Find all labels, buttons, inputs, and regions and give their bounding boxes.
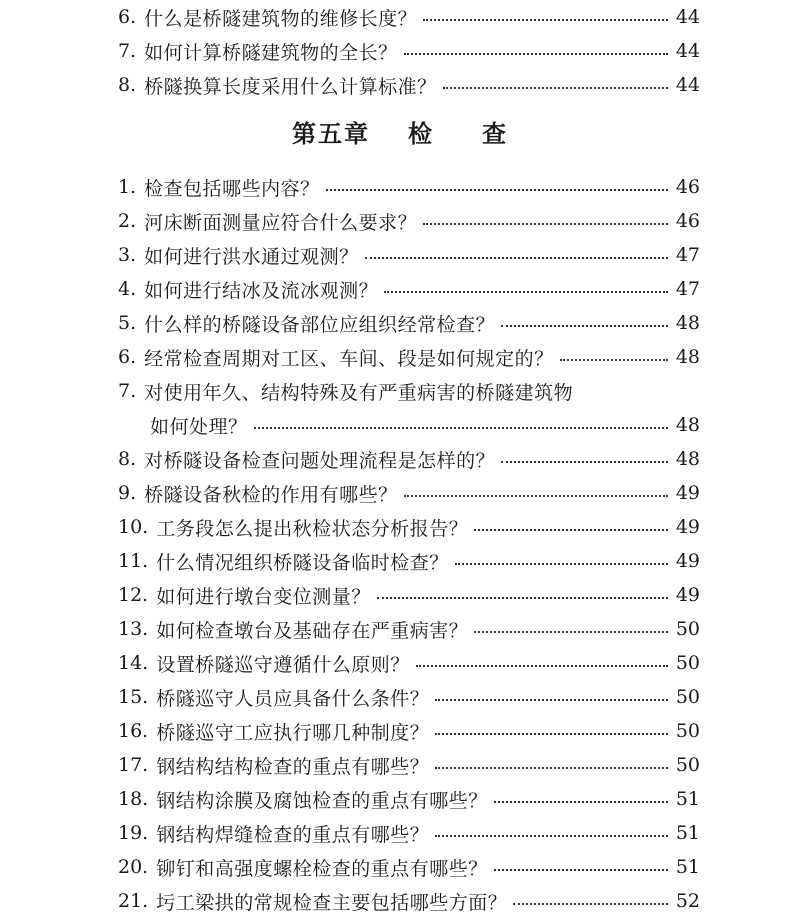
toc-entry-17[interactable] [118,748,700,782]
toc-entry-16[interactable] [118,714,700,748]
toc-entry-1[interactable] [118,170,700,204]
entry-title: 桥隧巡守人员应具备什么条件？ [156,687,430,710]
entry-page: 52 [675,890,700,912]
entry-title: 桥隧换算长度采用什么计算标准？ [144,75,437,98]
entry-page: 49 [675,550,700,572]
entry-title: 铆钉和高强度螺栓检查的重点有哪些？ [156,857,488,880]
dot-leader [513,903,668,905]
dot-leader [365,257,668,259]
entry-title: 检查包括哪些内容？ [144,177,320,200]
toc-entry-3[interactable] [118,238,700,272]
entry-title: 经常检查周期对工区、车间、段是如何规定的？ [144,347,554,370]
entry-title: 对桥隧设备检查问题处理流程是怎样的？ [144,449,496,472]
entry-title: 设置桥隧巡守遵循什么原则？ [156,653,410,676]
dot-leader [384,291,668,293]
entry-page: 50 [675,754,700,776]
toc-entry-4[interactable] [118,272,700,306]
entry-title: 什么样的桥隧设备部位应组织经常检查？ [144,313,496,336]
dot-leader [501,325,668,327]
entry-number: 13. [118,618,149,640]
entry-number: 3. [118,244,137,266]
entry-number: 5. [118,312,137,334]
dot-leader [560,359,668,361]
entry-number: 8. [118,74,137,96]
toc-entry-14[interactable] [118,646,700,680]
entry-number: 6. [118,346,137,368]
toc-entry-8[interactable] [118,442,700,476]
entry-page: 51 [675,822,700,844]
entry-page: 50 [675,720,700,742]
dot-leader [443,87,668,89]
chapter-heading [0,114,800,158]
chapter-title-part-b: 查 [482,120,508,148]
entry-number: 11. [118,550,149,572]
dot-leader [435,699,668,701]
entry-title: 什么是桥隧建筑物的维修长度？ [144,7,418,30]
toc-entry-21[interactable] [118,884,700,918]
entry-number: 16. [118,720,149,742]
toc-entry-2[interactable] [118,204,700,238]
entry-title: 圬工梁拱的常规检查主要包括哪些方面？ [156,891,508,914]
entry-title: 钢结构结构检查的重点有哪些？ [156,755,430,778]
chapter-title-part-a: 检 [408,120,434,148]
entry-page: 48 [675,414,700,436]
entry-number: 7. [118,40,137,62]
entry-title-continuation: 如何处理？ [150,415,248,438]
entry-number: 7. [118,380,137,402]
entry-title: 如何进行墩台变位测量？ [156,585,371,608]
dot-leader [501,461,668,463]
toc-entry-7-continuation[interactable] [150,408,700,442]
entry-number: 21. [118,890,149,912]
entry-page: 51 [675,856,700,878]
dot-leader [494,801,668,803]
dot-leader [254,427,668,429]
dot-leader [404,495,668,497]
entry-page: 48 [675,448,700,470]
dot-leader [494,869,668,871]
entry-title: 河床断面测量应符合什么要求？ [144,211,418,234]
toc-entry-12[interactable] [118,578,700,612]
toc-entry-prev-7[interactable] [118,34,700,68]
entry-page: 44 [675,40,700,62]
entry-number: 12. [118,584,149,606]
entry-page: 49 [675,482,700,504]
entry-page: 46 [675,210,700,232]
entry-title: 如何计算桥隧建筑物的全长？ [144,41,398,64]
toc-entry-15[interactable] [118,680,700,714]
entry-number: 14. [118,652,149,674]
toc-entry-prev-6[interactable] [118,0,700,34]
entry-page: 44 [675,74,700,96]
toc-entry-18[interactable] [118,782,700,816]
entry-number: 9. [118,482,137,504]
toc-entry-13[interactable] [118,612,700,646]
entry-page: 50 [675,686,700,708]
toc-entry-11[interactable] [118,544,700,578]
entry-number: 4. [118,278,137,300]
dot-leader [326,189,668,191]
toc-entry-10[interactable] [118,510,700,544]
dot-leader [435,733,668,735]
entry-number: 20. [118,856,149,878]
dot-leader [416,665,668,667]
entry-page: 46 [675,176,700,198]
dot-leader [423,19,668,21]
toc-entry-19[interactable] [118,816,700,850]
entry-page: 44 [675,6,700,28]
entry-page: 50 [675,652,700,674]
entry-number: 2. [118,210,137,232]
toc-entry-prev-8[interactable] [118,68,700,102]
entry-title: 如何检查墩台及基础存在严重病害？ [156,619,469,642]
entry-title: 工务段怎么提出秋检状态分析报告？ [156,517,469,540]
toc-entry-9[interactable] [118,476,700,510]
dot-leader [474,631,668,633]
entry-page: 47 [675,278,700,300]
entry-number: 10. [118,516,149,538]
entry-page: 47 [675,244,700,266]
dot-leader [404,53,668,55]
entry-number: 6. [118,6,137,28]
chapter-prefix: 第五章 [292,120,370,148]
toc-entry-6[interactable] [118,340,700,374]
entry-number: 8. [118,448,137,470]
entry-title: 如何进行结冰及流冰观测？ [144,279,379,302]
entry-page: 49 [675,516,700,538]
entry-title: 桥隧巡守工应执行哪几种制度？ [156,721,430,744]
dot-leader [423,223,668,225]
entry-page: 49 [675,584,700,606]
dot-leader [455,563,668,565]
entry-title: 钢结构涂膜及腐蚀检查的重点有哪些？ [156,789,488,812]
entry-number: 17. [118,754,149,776]
entry-title: 对使用年久、结构特殊及有严重病害的桥隧建筑物 [144,381,574,404]
entry-number: 19. [118,822,149,844]
dot-leader [435,835,668,837]
dot-leader [377,597,668,599]
entry-title: 桥隧设备秋检的作用有哪些？ [144,483,398,506]
entry-number: 15. [118,686,149,708]
entry-number: 1. [118,176,137,198]
entry-title: 如何进行洪水通过观测？ [144,245,359,268]
entry-page: 51 [675,788,700,810]
entry-number: 18. [118,788,149,810]
dot-leader [435,767,668,769]
toc-entry-5[interactable] [118,306,700,340]
entry-page: 50 [675,618,700,640]
entry-page: 48 [675,346,700,368]
entry-page: 48 [675,312,700,334]
toc-entry-7[interactable] [118,374,700,408]
dot-leader [474,529,668,531]
toc-entry-20[interactable] [118,850,700,884]
entry-title: 什么情况组织桥隧设备临时检查？ [156,551,449,574]
entry-title: 钢结构焊缝检查的重点有哪些？ [156,823,430,846]
